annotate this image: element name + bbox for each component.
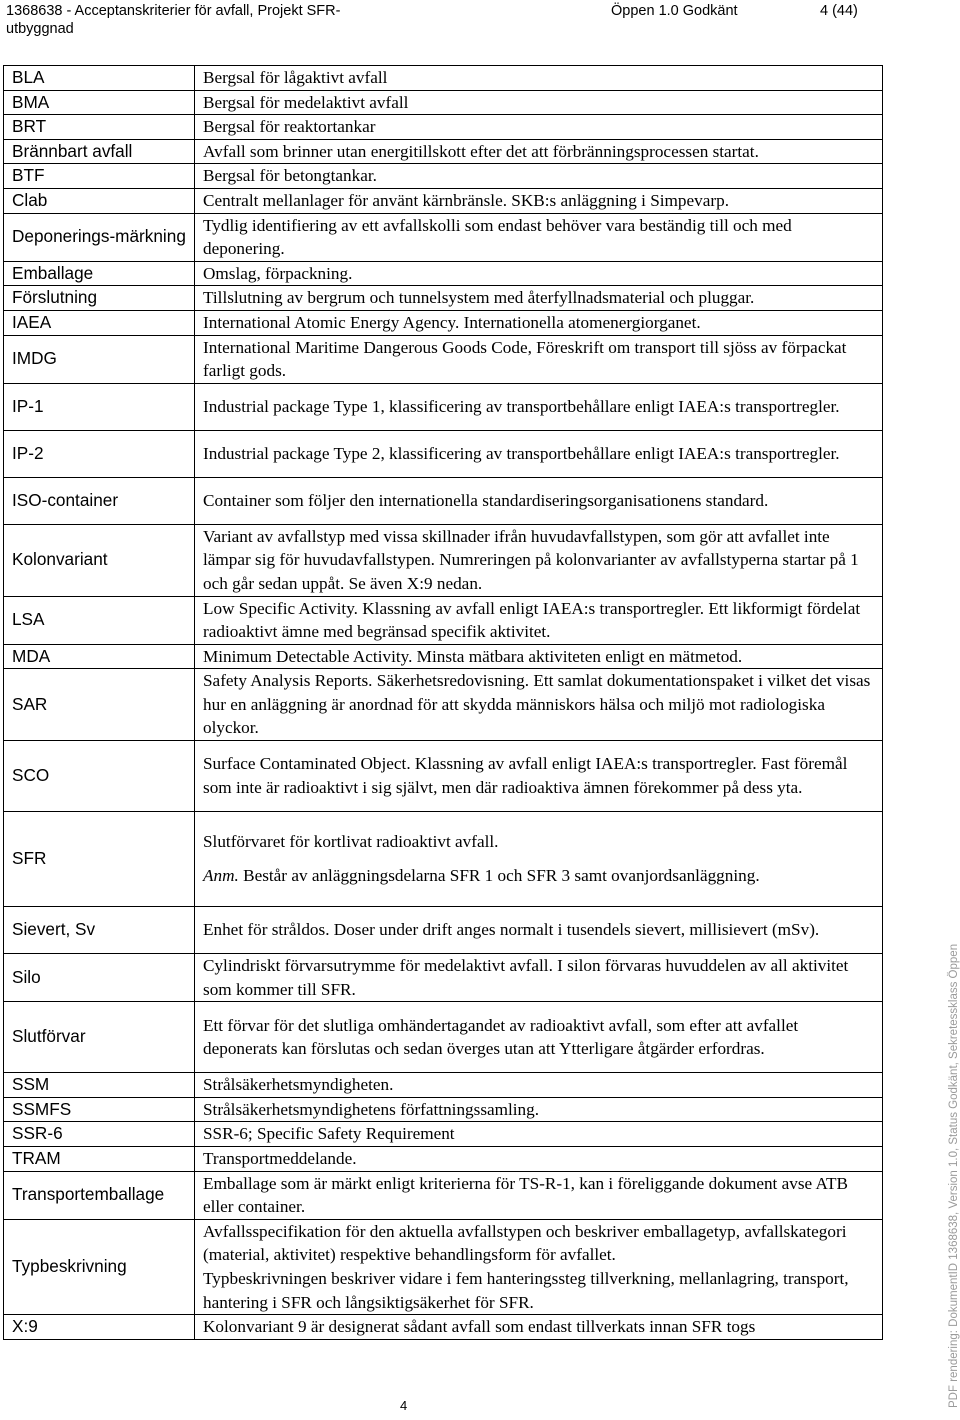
glossary-definition: [195, 741, 883, 812]
glossary-row: [4, 669, 883, 741]
glossary-row: [4, 1122, 883, 1147]
glossary-definition: [195, 430, 883, 477]
definition-text: Omslag, förpackning.: [203, 263, 353, 283]
glossary-definition: [195, 335, 883, 383]
definition-text: Variant av avfallstyp med vissa skillnader ifrån huvudavfallstypen, som gör att avfallet inte lämpar sig för huvudavfallstypen. Numreringen på kolonvarianter av avfallstyperna startar på 1 och går sedan uppåt. Se även X:9 nedan.: [203, 526, 859, 593]
glossary-term: Silo: [4, 954, 195, 1002]
definition-text: International Atomic Energy Agency. Internationella atomenergiorganet.: [203, 312, 701, 332]
glossary-row: [4, 644, 883, 669]
glossary-term: Emballage: [4, 261, 195, 286]
definition-text: SSR-6; Specific Safety Requirement: [203, 1124, 455, 1144]
definition-text: Bergsal för lågaktivt avfall: [203, 68, 388, 87]
glossary-row: [4, 1097, 883, 1122]
glossary-definition: [195, 644, 883, 669]
glossary-row: [4, 430, 883, 477]
definition-note: [203, 864, 876, 888]
glossary-definition: [195, 524, 883, 596]
glossary-row: [4, 261, 883, 286]
glossary-term: Transportemballage: [4, 1171, 195, 1219]
glossary-term: SSM: [4, 1073, 195, 1098]
glossary-term: SFR: [4, 812, 195, 907]
page-number: 4: [400, 1398, 408, 1413]
glossary-row: [4, 477, 883, 524]
definition-text: International Maritime Dangerous Goods Code, Föreskrift om transport till sjöss av förpackat farligt gods.: [203, 337, 847, 381]
glossary-definition: [195, 812, 883, 907]
definition-text: Low Specific Activity. Klassning av avfall enligt IAEA:s transportregler. Ett likformigt fördelat radioaktivt ämne med begränsad specifik aktivitet.: [203, 598, 861, 642]
glossary-term: Kolonvariant: [4, 524, 195, 596]
glossary-definition: [195, 1002, 883, 1073]
glossary-table: [3, 65, 883, 1340]
glossary-row: [4, 1002, 883, 1073]
glossary-row: [4, 213, 883, 261]
glossary-term: SAR: [4, 669, 195, 741]
glossary-row: [4, 188, 883, 213]
glossary-row: [4, 383, 883, 430]
note-text: Består av anläggningsdelarna SFR 1 och SFR 3 samt ovanjordsanläggning.: [238, 866, 760, 886]
glossary-term: SSMFS: [4, 1097, 195, 1122]
definition-text: Surface Contaminated Object. Klassning av avfall enligt IAEA:s transportregler. Fast föremål som inte är radioaktivt i sig självt, men där radioaktiva ämnen förekommer på dess yta.: [203, 754, 848, 798]
glossary-definition: [195, 139, 883, 164]
glossary-term: Deponerings-märkning: [4, 213, 195, 261]
definition-text: Industrial package Type 1, klassificering av transportbehållare enligt IAEA:s transportregler.: [203, 396, 840, 416]
definition-text: Industrial package Type 2, klassificering av transportbehållare enligt IAEA:s transportregler.: [203, 443, 840, 463]
glossary-term: SSR-6: [4, 1122, 195, 1147]
definition-text: Slutförvaret för kortlivat radioaktivt avfall.: [203, 832, 499, 852]
glossary-row: [4, 66, 883, 91]
glossary-definition: [195, 286, 883, 311]
definition-text: Transportmeddelande.: [203, 1149, 357, 1169]
glossary-definition: [195, 66, 883, 91]
glossary-definition: [195, 90, 883, 115]
glossary-definition: [195, 1122, 883, 1147]
glossary-row: [4, 335, 883, 383]
glossary-term: BTF: [4, 164, 195, 189]
glossary-row: [4, 907, 883, 954]
glossary-row: [4, 741, 883, 812]
glossary-definition: [195, 669, 883, 741]
glossary-row: [4, 1315, 883, 1340]
definition-text: Safety Analysis Reports. Säkerhetsredovisning. Ett samlat dokumentationspaket i vilket det visas hur en anläggning är anordnad för att skydda människors hälsa och miljö mot radiologiska olyckor.: [203, 671, 871, 738]
rendering-side-note: PDF rendering: DokumentID 1368638, Version 1.0, Status Godkänt, Sekretessklass Öppen: [948, 943, 960, 1408]
glossary-term: Clab: [4, 188, 195, 213]
glossary-row: [4, 310, 883, 335]
definition-text: Centralt mellanlager för använt kärnbränsle. SKB:s anläggning i Simpevarp.: [203, 190, 729, 210]
glossary-row: [4, 812, 883, 907]
definition-text: Minimum Detectable Activity. Minsta mätbara aktiviteten enligt en mätmetod.: [203, 646, 743, 666]
glossary-definition: [195, 1073, 883, 1098]
definition-text: Avfallsspecifikation för den aktuella avfallstypen och beskriver emballagetyp, avfallskategori (material, aktivitet) respektive behandlingsform för avfallet.: [203, 1221, 847, 1265]
glossary-term: ISO-container: [4, 477, 195, 524]
glossary-term: Typbeskrivning: [4, 1219, 195, 1314]
glossary-row: [4, 139, 883, 164]
definition-text: Bergsal för betongtankar.: [203, 166, 377, 186]
glossary-row: [4, 524, 883, 596]
glossary-term: Brännbart avfall: [4, 139, 195, 164]
glossary-definition: [195, 213, 883, 261]
glossary-term: X:9: [4, 1315, 195, 1340]
definition-text: Enhet för stråldos. Doser under drift anges normalt i tusendels sievert, millisievert (mSv).: [203, 920, 820, 940]
glossary-definition: [195, 1171, 883, 1219]
definition-text: Bergsal för medelaktivt avfall: [203, 92, 409, 112]
document-status: Öppen 1.0 Godkänt: [611, 3, 738, 19]
glossary-term: LSA: [4, 596, 195, 644]
glossary-term: IAEA: [4, 310, 195, 335]
glossary-definition: [195, 954, 883, 1002]
glossary-row: [4, 90, 883, 115]
definition-text: Kolonvariant 9 är designerat sådant avfall som endast tillverkats innan SFR togs: [203, 1317, 756, 1337]
note-label: Anm.: [203, 866, 239, 886]
definition-text: Ett förvar för det slutliga omhändertagandet av radioaktivt avfall, som efter att avfallet deponerats kan förslutas och sedan överges utan att Ytterligare åtgärder erfordras.: [203, 1015, 799, 1059]
definition-text: Cylindriskt förvarsutrymme för medelaktivt avfall. I silon förvaras huvuddelen av all aktivitet som kommer till SFR.: [203, 956, 849, 999]
glossary-term: MDA: [4, 644, 195, 669]
glossary-definition: [195, 188, 883, 213]
glossary-row: [4, 954, 883, 1002]
glossary-definition: [195, 1219, 883, 1314]
definition-text: Strålsäkerhetsmyndigheten.: [203, 1075, 394, 1095]
glossary-term: IP-1: [4, 383, 195, 430]
definition-text: Avfall som brinner utan energitillskott efter det att förbränningsprocessen startat.: [203, 141, 759, 161]
glossary-term: Sievert, Sv: [4, 907, 195, 954]
definition-text: Strålsäkerhetsmyndighetens författningssamling.: [203, 1099, 540, 1119]
glossary-term: Förslutning: [4, 286, 195, 311]
glossary-row: [4, 1073, 883, 1098]
glossary-definition: [195, 477, 883, 524]
glossary-definition: [195, 115, 883, 140]
glossary-definition: [195, 907, 883, 954]
glossary-term: BMA: [4, 90, 195, 115]
glossary-term: BLA: [4, 66, 195, 91]
glossary-definition: [195, 1097, 883, 1122]
definition-text: Container som följer den internationella standardiseringsorganisationens standard.: [203, 490, 769, 510]
definition-text: Emballage som är märkt enligt kriterierna för TS-R-1, kan i föreliggande dokument avse ATB eller container.: [203, 1173, 848, 1217]
glossary-row: [4, 596, 883, 644]
glossary-term: Slutförvar: [4, 1002, 195, 1073]
glossary-row: [4, 286, 883, 311]
definition-text-continued: Typbeskrivningen beskriver vidare i fem hanteringssteg tillverkning, mellanlagring, transport, hantering i SFR och långsiktigsäkerhet för SFR.: [203, 1269, 849, 1312]
definition-text: Tillslutning av bergrum och tunnelsystem med återfyllnadsmaterial och pluggar.: [203, 288, 755, 308]
glossary-definition: [195, 261, 883, 286]
definition-text: Bergsal för reaktortankar: [203, 117, 376, 137]
glossary-row: [4, 115, 883, 140]
glossary-term: SCO: [4, 741, 195, 812]
definition-text: Tydlig identifiering av ett avfallskolli som endast behöver vara beständig till och med deponering.: [203, 215, 792, 259]
glossary-definition: [195, 1147, 883, 1172]
glossary-row: [4, 164, 883, 189]
glossary-definition: [195, 596, 883, 644]
glossary-row: [4, 1171, 883, 1219]
glossary-term: TRAM: [4, 1147, 195, 1172]
glossary-term: IP-2: [4, 430, 195, 477]
glossary-definition: [195, 164, 883, 189]
glossary-definition: [195, 310, 883, 335]
page-header: [0, 0, 960, 50]
page-indicator: 4 (44): [820, 3, 858, 19]
glossary-term: BRT: [4, 115, 195, 140]
document-title: 1368638 - Acceptanskriterier för avfall, Projekt SFR-utbyggnad: [6, 3, 341, 37]
glossary-definition: [195, 383, 883, 430]
glossary-term: IMDG: [4, 335, 195, 383]
glossary-definition: [195, 1315, 883, 1340]
glossary-row: [4, 1147, 883, 1172]
glossary-row: [4, 1219, 883, 1314]
